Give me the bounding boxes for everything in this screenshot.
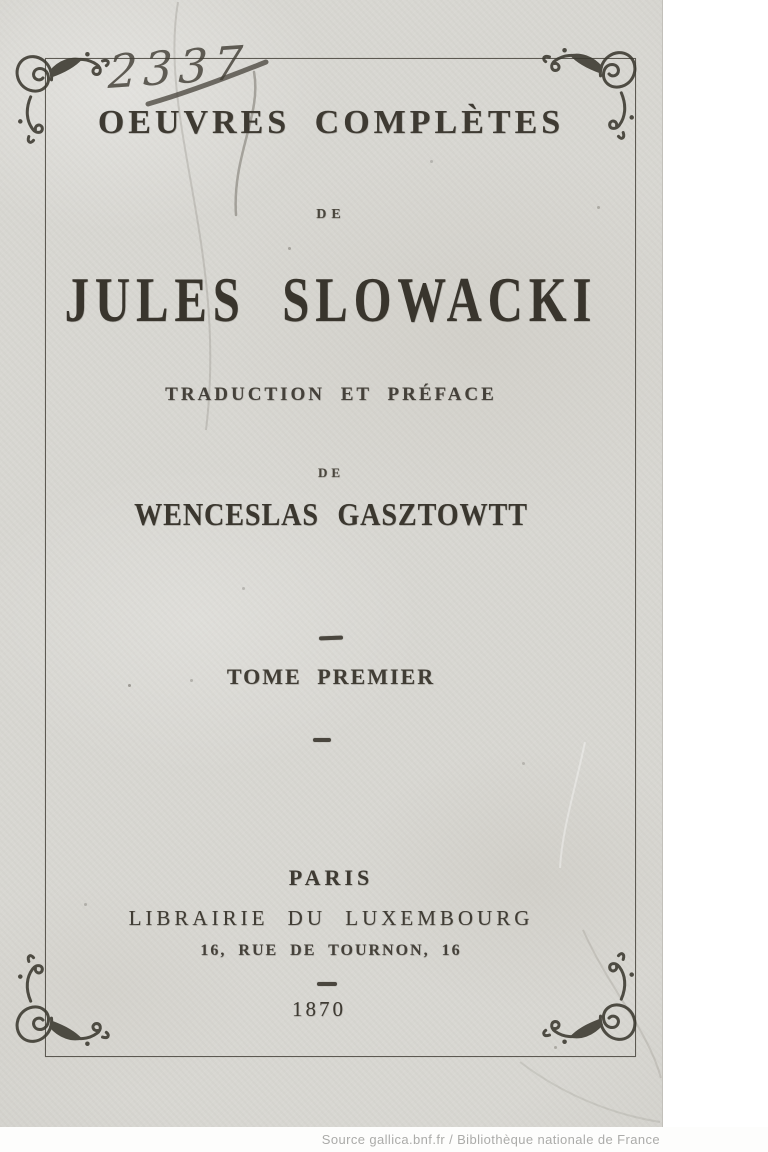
- imprint-city: PARIS: [288, 865, 374, 890]
- gallica-attribution-text: Source gallica.bnf.fr / Bibliothèque nationale de France: [321, 1132, 660, 1147]
- imprint-publisher: LIBRAIRIE DU LUXEMBOURG: [128, 906, 534, 930]
- separator-dash-imprint: [317, 982, 337, 986]
- paper-specks: [0, 0, 3, 3]
- separator-dash-lower: [313, 738, 331, 742]
- de-word-lower: DE: [317, 465, 345, 480]
- de-word-upper: DE: [316, 207, 346, 222]
- imprint-year: 1870: [292, 997, 346, 1021]
- volume-label: TOME PREMIER: [226, 664, 436, 689]
- handwritten-shelfmark: 2337: [107, 34, 250, 100]
- book-title: OEUVRES COMPLÈTES: [97, 104, 565, 141]
- gallica-attribution-bar: [0, 1127, 768, 1152]
- subtitle-translation-preface: TRADUCTION ET PRÉFACE: [165, 384, 497, 405]
- imprint-address: 16, RUE DE TOURNON, 16: [200, 942, 462, 959]
- author-name: JULES SLOWACKI: [64, 263, 598, 336]
- translator-name: WENCESLAS GASZTOWTT: [134, 496, 528, 532]
